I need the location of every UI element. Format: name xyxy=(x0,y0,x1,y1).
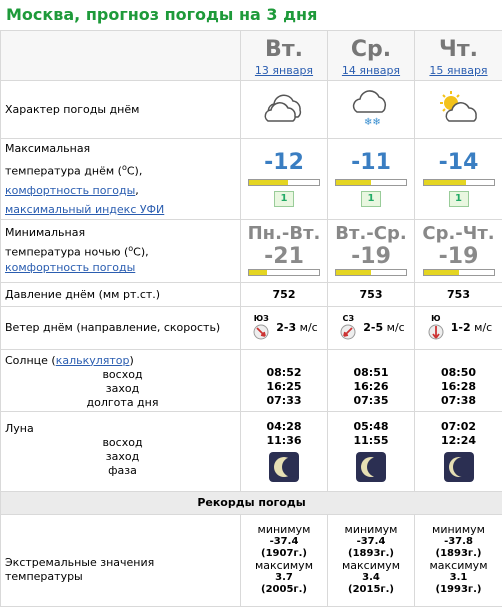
record-max-year: (2015г.) xyxy=(328,584,414,596)
sunset-label: заход xyxy=(5,382,240,396)
phase-label: фаза xyxy=(5,464,240,478)
comfort-bar-fill xyxy=(424,180,466,185)
record-cell-1: минимум -37.4 (1893г.) максимум 3.4 (2015г.) xyxy=(328,514,415,606)
comfort-bar xyxy=(335,179,407,186)
page-title: Москва, прогноз погоды на 3 дня xyxy=(0,0,502,30)
pressure-value: 753 xyxy=(415,282,502,306)
weather-cell-1 xyxy=(328,81,415,139)
record-max-year: (1993г.) xyxy=(415,584,502,596)
daylen-label: долгота дня xyxy=(5,396,240,410)
moon-label: Луна восход заход фаза xyxy=(1,411,241,491)
day-header-2 xyxy=(415,31,502,81)
record-min-year: (1893г.) xyxy=(415,548,502,560)
comfort-bar-fill xyxy=(424,270,459,275)
min-temp-cell-1 xyxy=(328,219,415,282)
night-period: Пн.-Вт. xyxy=(241,223,327,244)
min-temp-cell-0 xyxy=(241,219,328,282)
sunrise-time: 08:51 xyxy=(328,366,414,380)
pressure-value: 752 xyxy=(241,282,328,306)
max-temp-label: Максимальная температура днём ($^o$C), комфортность погоды, максимальный индекс УФИ xyxy=(1,139,241,220)
sunrise-time: 08:50 xyxy=(415,366,502,380)
wind-arrow-icon xyxy=(252,323,270,341)
comfort-bar-fill xyxy=(249,180,288,185)
min-temp-cell-2 xyxy=(415,219,502,282)
wind-unit: м/с xyxy=(474,321,492,334)
comfort-link[interactable]: комфортность погоды xyxy=(5,261,135,274)
uvi-link[interactable]: максимальный индекс УФИ xyxy=(5,203,164,216)
wind-cell-0 xyxy=(241,306,328,349)
wind-arrow-icon xyxy=(339,323,357,341)
comfort-bar-fill xyxy=(336,180,371,185)
wind-unit: м/с xyxy=(300,321,318,334)
sunset-time: 16:28 xyxy=(415,380,502,394)
moonrise-time: 04:28 xyxy=(241,420,327,434)
sun-label: Солнце (калькулятор) восход заход долгота дня xyxy=(1,349,241,411)
day-name: Вт. xyxy=(241,37,327,62)
comfort-bar-fill xyxy=(336,270,371,275)
snow-cloud-icon xyxy=(347,88,395,128)
partly-sunny-icon xyxy=(435,90,483,126)
wind-speed: 1-2 xyxy=(451,321,471,334)
record-cell-2: минимум -37.8 (1893г.) максимум 3.1 (1993г.) xyxy=(415,514,502,606)
sunrise-label: восход xyxy=(5,368,240,382)
day-date-link[interactable]: 15 января xyxy=(415,64,502,77)
day-date-link[interactable]: 13 января xyxy=(241,64,327,77)
forecast-table xyxy=(0,30,502,607)
record-min-year: (1893г.) xyxy=(328,548,414,560)
moon-cell-0 xyxy=(241,411,328,491)
svg-text:❄❄: ❄❄ xyxy=(364,117,381,128)
wind-speed: 2-3 xyxy=(276,321,296,334)
moon-phase-icon xyxy=(269,452,299,482)
record-min-year: (1907г.) xyxy=(241,548,327,560)
sunrise-time: 08:52 xyxy=(241,366,327,380)
record-min: -37.4 xyxy=(328,536,414,548)
comfort-bar xyxy=(423,269,495,276)
record-max-year: (2005г.) xyxy=(241,584,327,596)
min-temp: -21 xyxy=(241,244,327,269)
comfort-bar-fill xyxy=(249,270,267,275)
wind-compass xyxy=(337,314,359,341)
wind-direction: Ю xyxy=(431,314,440,323)
moon-cell-1 xyxy=(328,411,415,491)
weather-day-label: Характер погоды днём xyxy=(1,81,241,139)
uvi-badge: 1 xyxy=(274,191,294,207)
moonrise-time: 05:48 xyxy=(328,420,414,434)
max-temp: -11 xyxy=(328,150,414,175)
moonset-label: заход xyxy=(5,450,240,464)
comfort-bar xyxy=(335,269,407,276)
wind-label: Ветер днём (направление, скорость) xyxy=(1,306,241,349)
sun-cell-2 xyxy=(415,349,502,411)
comfort-bar xyxy=(248,179,320,186)
wind-direction: СЗ xyxy=(343,314,355,323)
wind-speed: 2-5 xyxy=(363,321,383,334)
sunset-time: 16:26 xyxy=(328,380,414,394)
wind-arrow-icon xyxy=(427,323,445,341)
moon-phase-icon xyxy=(356,452,386,482)
min-temp: -19 xyxy=(415,244,502,269)
record-max: 3.4 xyxy=(328,572,414,584)
comfort-link[interactable]: комфортность погоды xyxy=(5,184,135,197)
day-name: Ср. xyxy=(328,37,414,62)
daylen-time: 07:35 xyxy=(328,394,414,408)
moonset-time: 11:55 xyxy=(328,434,414,448)
record-max: 3.7 xyxy=(241,572,327,584)
uvi-badge: 1 xyxy=(449,191,469,207)
record-cell-0: минимум -37.4 (1907г.) максимум 3.7 (2005г.) xyxy=(241,514,328,606)
wind-cell-1 xyxy=(328,306,415,349)
sun-cell-0 xyxy=(241,349,328,411)
day-date-link[interactable]: 14 января xyxy=(328,64,414,77)
comfort-bar xyxy=(423,179,495,186)
day-name: Чт. xyxy=(415,37,502,62)
records-header: Рекорды погоды xyxy=(1,491,502,514)
moonset-time: 12:24 xyxy=(415,434,502,448)
night-period: Вт.-Ср. xyxy=(328,223,414,244)
max-temp-cell-0 xyxy=(241,139,328,220)
wind-compass xyxy=(250,314,272,341)
uvi-badge: 1 xyxy=(361,191,381,207)
weather-cell-2 xyxy=(415,81,502,139)
day-header-1 xyxy=(328,31,415,81)
moon-cell-2 xyxy=(415,411,502,491)
wind-compass xyxy=(425,314,447,341)
max-temp-cell-1 xyxy=(328,139,415,220)
moonset-time: 11:36 xyxy=(241,434,327,448)
extreme-temp-label: Экстремальные значения температуры xyxy=(1,514,241,606)
record-max: 3.1 xyxy=(415,572,502,584)
wind-cell-2 xyxy=(415,306,502,349)
comfort-bar xyxy=(248,269,320,276)
min-temp-label: Минимальная температура ночью ($^o$C), комфортность погоды xyxy=(1,219,241,282)
day-header-0 xyxy=(241,31,328,81)
record-min: -37.8 xyxy=(415,536,502,548)
sunset-time: 16:25 xyxy=(241,380,327,394)
night-period: Ср.-Чт. xyxy=(415,223,502,244)
moonrise-time: 07:02 xyxy=(415,420,502,434)
weather-cell-0 xyxy=(241,81,328,139)
sun-cell-1 xyxy=(328,349,415,411)
header-empty-cell xyxy=(1,31,241,81)
cloudy-icon xyxy=(260,91,308,125)
daylen-time: 07:38 xyxy=(415,394,502,408)
wind-direction: ЮЗ xyxy=(254,314,269,323)
wind-unit: м/с xyxy=(387,321,405,334)
pressure-label: Давление днём (мм рт.ст.) xyxy=(1,282,241,306)
max-temp-cell-2 xyxy=(415,139,502,220)
max-temp: -12 xyxy=(241,150,327,175)
moonrise-label: восход xyxy=(5,436,240,450)
daylen-time: 07:33 xyxy=(241,394,327,408)
moon-phase-icon xyxy=(444,452,474,482)
max-temp: -14 xyxy=(415,150,502,175)
sun-calculator-link[interactable]: калькулятор xyxy=(56,354,130,367)
record-min: -37.4 xyxy=(241,536,327,548)
pressure-value: 753 xyxy=(328,282,415,306)
min-temp: -19 xyxy=(328,244,414,269)
